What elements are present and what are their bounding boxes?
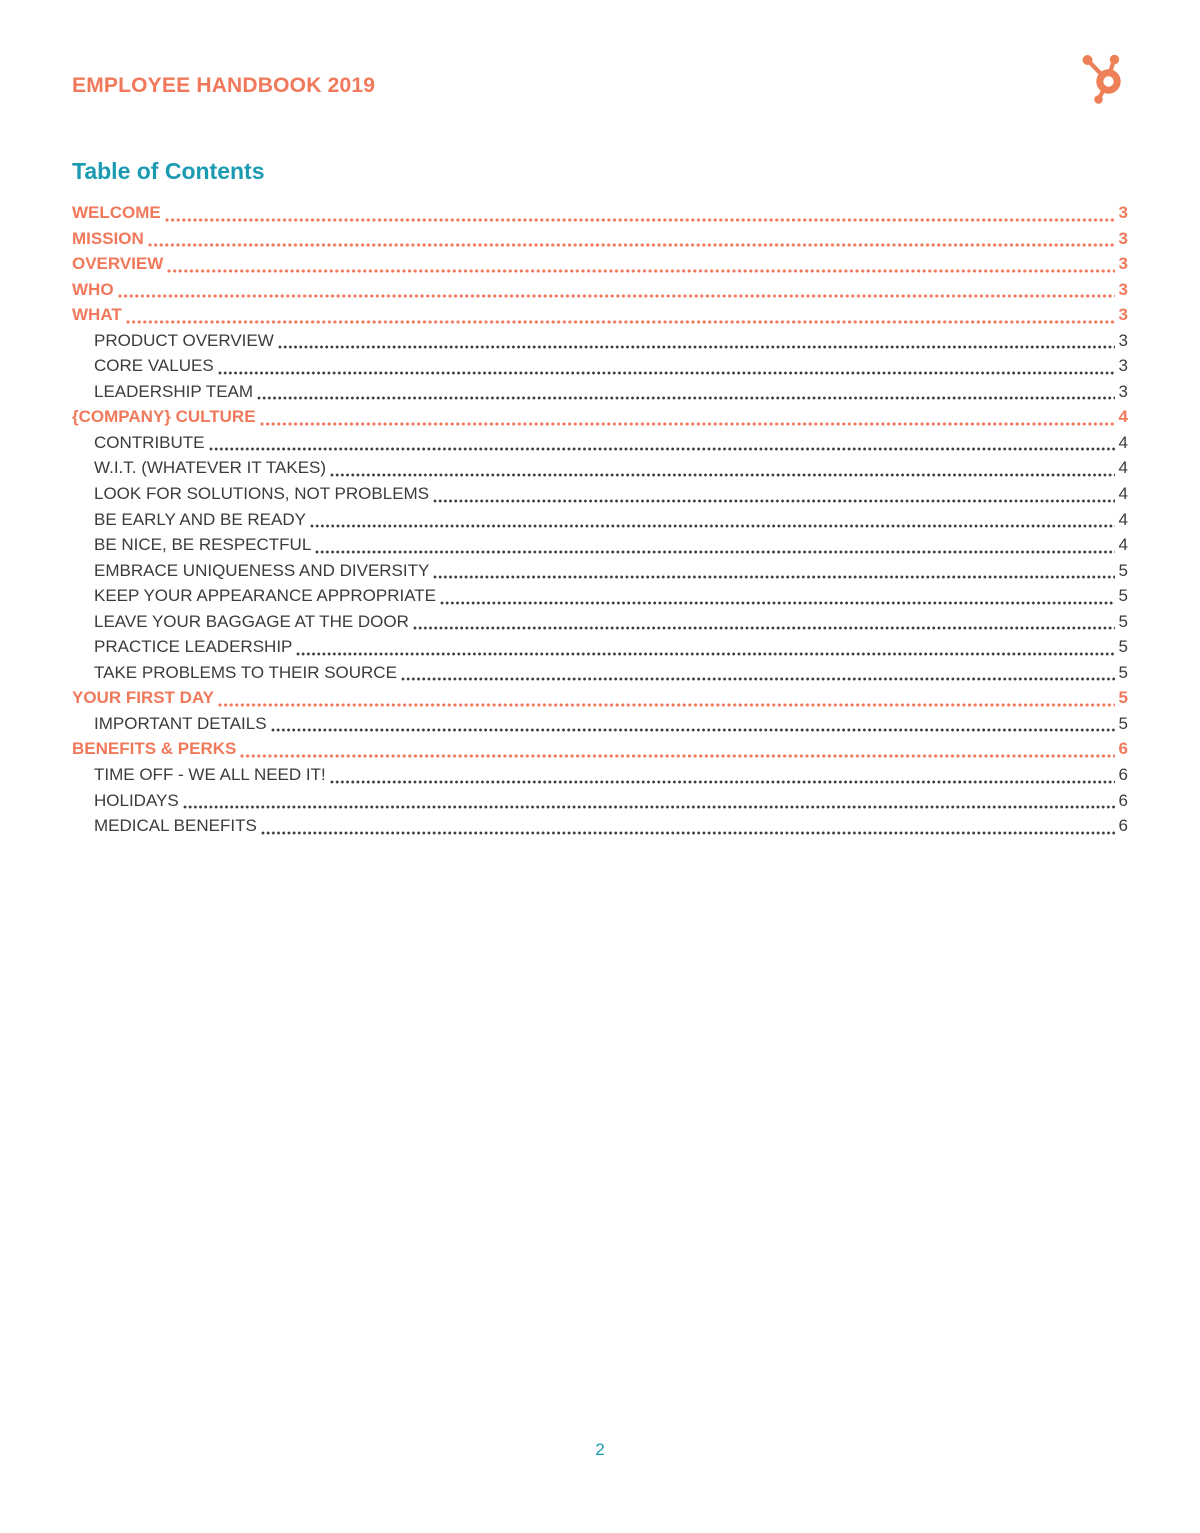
- toc-leader-dots-icon: [401, 677, 1115, 681]
- toc-leader-dots-icon: [167, 269, 1115, 273]
- toc-entry-page-number[interactable]: 3: [1118, 228, 1128, 248]
- page-footer: [0, 1440, 1200, 1460]
- toc-leader-dots-icon: [209, 447, 1116, 451]
- toc-entry[interactable]: [72, 736, 1128, 762]
- toc-entry-page-number[interactable]: 4: [1118, 484, 1128, 504]
- toc-entry[interactable]: [72, 200, 1128, 226]
- toc-entry[interactable]: [72, 430, 1128, 456]
- toc-leader-dots-icon: [126, 320, 1115, 324]
- toc-entry[interactable]: [72, 226, 1128, 252]
- toc-leader-dots-icon: [148, 243, 1115, 247]
- toc-entry-label[interactable]: YOUR FIRST DAY: [72, 688, 215, 708]
- toc-entry-label[interactable]: HOLIDAYS: [94, 790, 179, 810]
- toc-entry-page-number[interactable]: 5: [1118, 662, 1128, 682]
- toc-leader-dots-icon: [330, 780, 1115, 784]
- toc-entry-page-number[interactable]: 3: [1118, 356, 1128, 376]
- toc-leader-dots-icon: [310, 524, 1115, 528]
- toc-entry[interactable]: [72, 558, 1128, 584]
- toc-entry-label[interactable]: {COMPANY} CULTURE: [72, 407, 256, 427]
- toc-list: [72, 200, 1128, 839]
- toc-entry-label[interactable]: BE EARLY AND BE READY: [94, 509, 306, 529]
- toc-leader-dots-icon: [433, 575, 1115, 579]
- toc-entry[interactable]: [72, 507, 1128, 533]
- toc-leader-dots-icon: [183, 805, 1115, 809]
- toc-leader-dots-icon: [165, 218, 1115, 222]
- toc-entry[interactable]: [72, 481, 1128, 507]
- toc-entry-page-number[interactable]: 4: [1118, 535, 1128, 555]
- toc-entry-page-number[interactable]: 5: [1118, 611, 1128, 631]
- toc-entry-label[interactable]: KEEP YOUR APPEARANCE APPROPRIATE: [94, 586, 437, 606]
- toc-entry-page-number[interactable]: 4: [1118, 458, 1128, 478]
- toc-leader-dots-icon: [413, 626, 1115, 630]
- toc-entry[interactable]: [72, 685, 1128, 711]
- toc-entry[interactable]: [72, 328, 1128, 354]
- toc-leader-dots-icon: [257, 396, 1115, 400]
- toc-entry-page-number[interactable]: 3: [1118, 330, 1128, 350]
- toc-entry-label[interactable]: BENEFITS & PERKS: [72, 739, 237, 759]
- toc-entry-label[interactable]: PRACTICE LEADERSHIP: [94, 637, 293, 657]
- toc-entry-page-number[interactable]: 3: [1118, 203, 1128, 222]
- document-title: EMPLOYEE HANDBOOK 2019: [72, 74, 376, 97]
- toc-leader-dots-icon: [433, 499, 1115, 503]
- toc-entry-page-number[interactable]: 6: [1118, 816, 1128, 836]
- toc-entry[interactable]: [72, 813, 1128, 839]
- toc-leader-dots-icon: [330, 473, 1115, 477]
- toc-title: Table of Contents: [72, 158, 265, 184]
- toc-entry[interactable]: [72, 788, 1128, 814]
- toc-entry-label[interactable]: LEADERSHIP TEAM: [94, 381, 254, 401]
- toc-leader-dots-icon: [278, 345, 1115, 349]
- toc-entry-page-number[interactable]: 5: [1118, 560, 1128, 580]
- toc-entry[interactable]: [72, 660, 1128, 686]
- toc-entry-page-number[interactable]: 4: [1118, 407, 1128, 427]
- toc-entry-label[interactable]: LEAVE YOUR BAGGAGE AT THE DOOR: [94, 611, 409, 631]
- toc-entry[interactable]: [72, 404, 1128, 430]
- toc-entry-page-number[interactable]: 4: [1118, 509, 1128, 529]
- toc-entry-label[interactable]: MEDICAL BENEFITS: [94, 816, 257, 836]
- toc-entry-label[interactable]: TAKE PROBLEMS TO THEIR SOURCE: [94, 662, 397, 682]
- toc-entry-label[interactable]: WHAT: [72, 305, 122, 325]
- toc-entry-label[interactable]: BE NICE, BE RESPECTFUL: [94, 535, 312, 555]
- toc-entry-page-number[interactable]: 3: [1118, 279, 1128, 299]
- toc-entry[interactable]: [72, 634, 1128, 660]
- toc-entry-page-number[interactable]: 5: [1118, 688, 1128, 708]
- toc-entry-page-number[interactable]: 4: [1118, 432, 1128, 452]
- toc-entry[interactable]: [72, 583, 1128, 609]
- toc-entry[interactable]: [72, 609, 1128, 635]
- toc-leader-dots-icon: [440, 601, 1115, 605]
- toc-entry[interactable]: [72, 379, 1128, 405]
- toc-entry-page-number[interactable]: 5: [1118, 637, 1128, 657]
- toc-leader-dots-icon: [218, 371, 1115, 375]
- toc-leader-dots-icon: [240, 754, 1115, 758]
- toc-leader-dots-icon: [261, 831, 1115, 835]
- toc-entry-label[interactable]: W.I.T. (WHATEVER IT TAKES): [94, 458, 327, 478]
- toc-entry-page-number[interactable]: 3: [1118, 254, 1128, 274]
- toc-entry[interactable]: [72, 532, 1128, 558]
- toc-entry[interactable]: [72, 455, 1128, 481]
- toc-entry-page-number[interactable]: 6: [1118, 739, 1128, 759]
- toc-entry-label[interactable]: EMBRACE UNIQUENESS AND DIVERSITY: [94, 560, 430, 580]
- hubspot-sprocket-logo-icon: [1082, 54, 1124, 106]
- toc-entry[interactable]: [72, 251, 1128, 277]
- toc-leader-dots-icon: [296, 652, 1115, 656]
- toc-entry-label[interactable]: WELCOME: [72, 203, 161, 222]
- toc-entry-page-number[interactable]: 6: [1118, 790, 1128, 810]
- toc-entry-label[interactable]: WHO: [72, 279, 114, 299]
- toc-entry[interactable]: [72, 762, 1128, 788]
- toc-leader-dots-icon: [315, 550, 1115, 554]
- toc-entry-label[interactable]: OVERVIEW: [72, 254, 164, 274]
- toc-entry-label[interactable]: CORE VALUES: [94, 356, 214, 376]
- toc-entry-label[interactable]: LOOK FOR SOLUTIONS, NOT PROBLEMS: [94, 484, 430, 504]
- toc-entry[interactable]: [72, 353, 1128, 379]
- toc-entry[interactable]: [72, 711, 1128, 737]
- toc-entry-page-number[interactable]: 5: [1118, 713, 1128, 733]
- toc-entry-label[interactable]: CONTRIBUTE: [94, 432, 205, 452]
- footer-page-number: 2: [595, 1440, 605, 1459]
- toc-entry-label[interactable]: IMPORTANT DETAILS: [94, 713, 267, 733]
- toc-entry-label[interactable]: TIME OFF - WE ALL NEED IT!: [94, 765, 326, 785]
- toc-entry-page-number[interactable]: 6: [1118, 765, 1128, 785]
- toc-entry[interactable]: [72, 302, 1128, 328]
- toc-entry-page-number[interactable]: 5: [1118, 586, 1128, 606]
- toc-entry-page-number[interactable]: 3: [1118, 381, 1128, 401]
- toc-entry-page-number[interactable]: 3: [1118, 305, 1128, 325]
- toc-leader-dots-icon: [218, 703, 1115, 707]
- toc-leader-dots-icon: [118, 294, 1115, 298]
- toc-entry-label[interactable]: MISSION: [72, 228, 144, 248]
- toc-leader-dots-icon: [260, 422, 1115, 426]
- toc-leader-dots-icon: [271, 728, 1115, 732]
- toc-entry-label[interactable]: PRODUCT OVERVIEW: [94, 330, 274, 350]
- toc-entry[interactable]: [72, 277, 1128, 303]
